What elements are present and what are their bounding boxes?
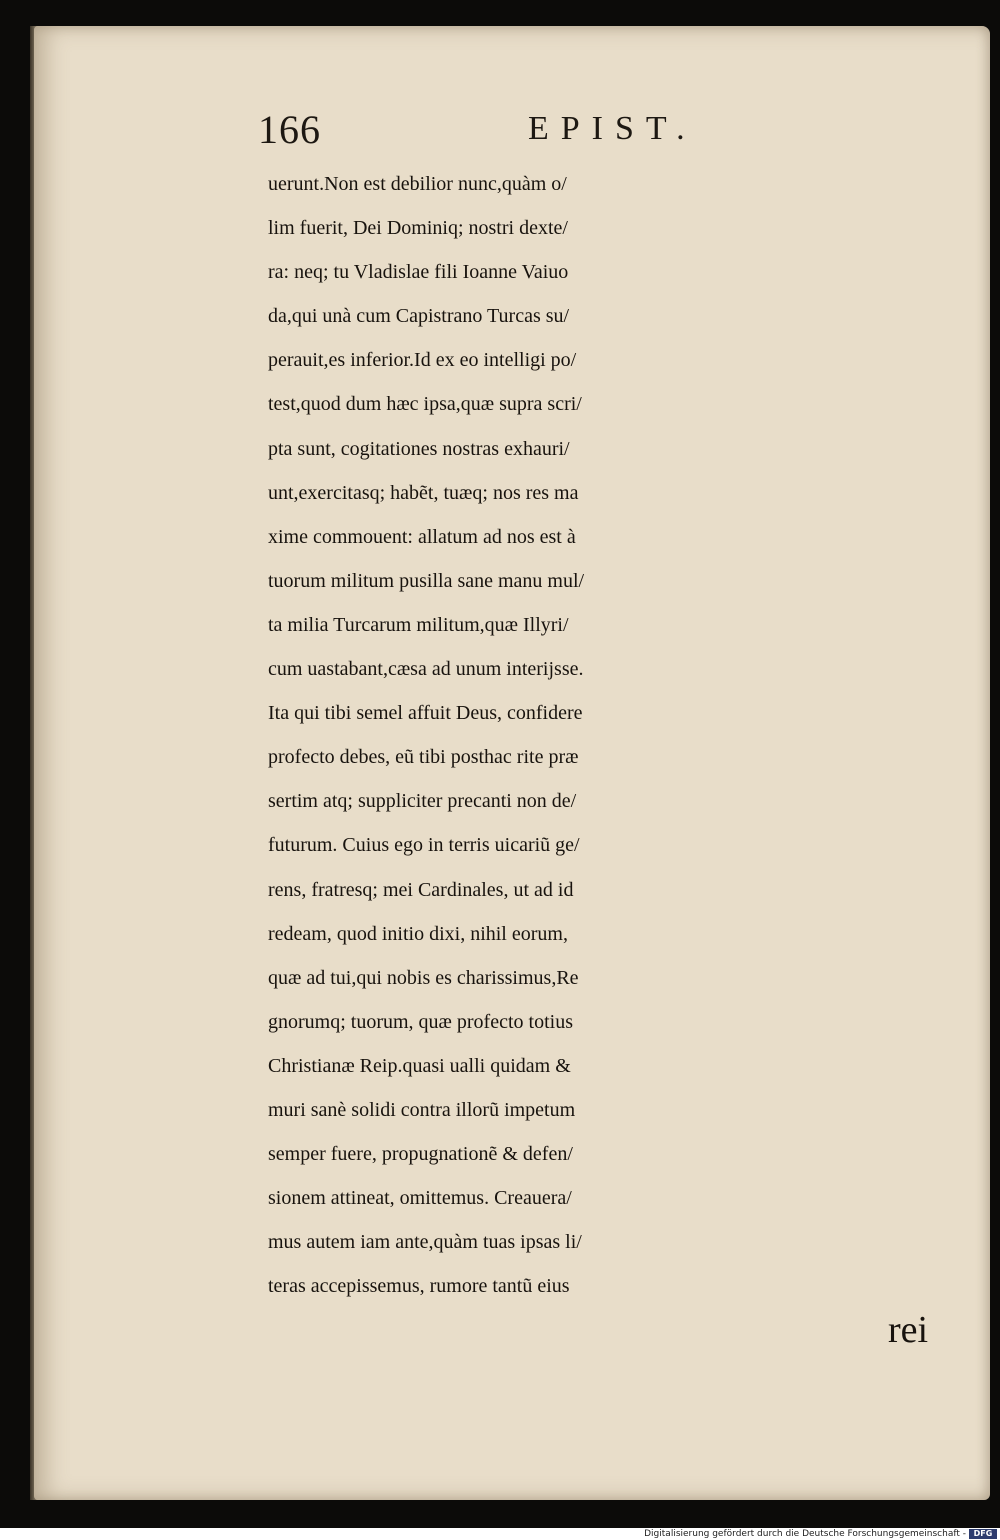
text-line: uerunt.Non est debilior nunc,quàm o/ — [268, 173, 567, 195]
text-line: quæ ad tui,qui nobis es charissimus,Re — [268, 966, 579, 989]
text-line: tuorum militum pusilla sane manu mul/ — [268, 569, 585, 592]
text-line: cum uastabant,cæsa ad unum interijsse. — [268, 658, 584, 681]
text-line: sertim atq; suppliciter precanti non de/ — [268, 790, 577, 813]
text-line: mus autem iam ante,quàm tuas ipsas li/ — [268, 1231, 582, 1254]
text-line: futurum. Cuius ego in terris uicariũ ge/ — [268, 834, 580, 857]
dfg-logo: DFG — [969, 1529, 997, 1539]
text-line: redeam, quod initio dixi, nihil eorum, — [268, 922, 568, 945]
catchword: rei — [888, 1309, 929, 1351]
text-line: unt,exercitasq; habẽt, tuæq; nos res ma — [268, 481, 579, 504]
text-line: ra: neq; tu Vladislae fili Ioanne Vaiuo — [268, 261, 569, 284]
text-line: da,qui unà cum Capistrano Turcas su/ — [268, 305, 570, 328]
text-line: pta sunt, cogitationes nostras exhauri/ — [268, 437, 570, 460]
text-line: Christianæ Reip.quasi ualli quidam & — [268, 1054, 571, 1077]
running-head — [258, 106, 708, 156]
page-number: 166 — [258, 107, 321, 152]
footer-bar — [0, 1528, 1000, 1540]
text-line: gnorumq; tuorum, quæ profecto totius — [268, 1010, 573, 1033]
text-line: profecto debes, eũ tibi posthac rite præ — [268, 746, 579, 769]
text-line: sionem attineat, omittemus. Creauera/ — [268, 1187, 572, 1210]
text-line: teras accepissemus, rumore tantũ eius — [268, 1275, 570, 1298]
text-line: semper fuere, propugnationẽ & defen/ — [268, 1143, 573, 1166]
text-line: test,quod dum hæc ipsa,quæ supra scri/ — [268, 393, 582, 416]
text-line: xime commouent: allatum ad nos est à — [268, 525, 576, 548]
text-line: muri sanè solidi contra illorũ impetum — [268, 1098, 576, 1121]
text-line: lim fuerit, Dei Dominiq; nostri dexte/ — [268, 217, 568, 240]
text-line: ta milia Turcarum militum,quæ Illyri/ — [268, 613, 569, 636]
text-line: rens, fratresq; mei Cardinales, ut ad id — [268, 878, 574, 901]
text-line: Ita qui tibi semel affuit Deus, confidere — [268, 702, 583, 725]
footer-credit: Digitalisierung gefördert durch die Deutsche Forschungsgemeinschaft - — [644, 1529, 966, 1539]
running-head-title: EPIST. — [528, 110, 697, 147]
body-text — [268, 162, 938, 1308]
text-line: perauit,es inferior.Id ex eo intelligi po/ — [268, 349, 577, 372]
